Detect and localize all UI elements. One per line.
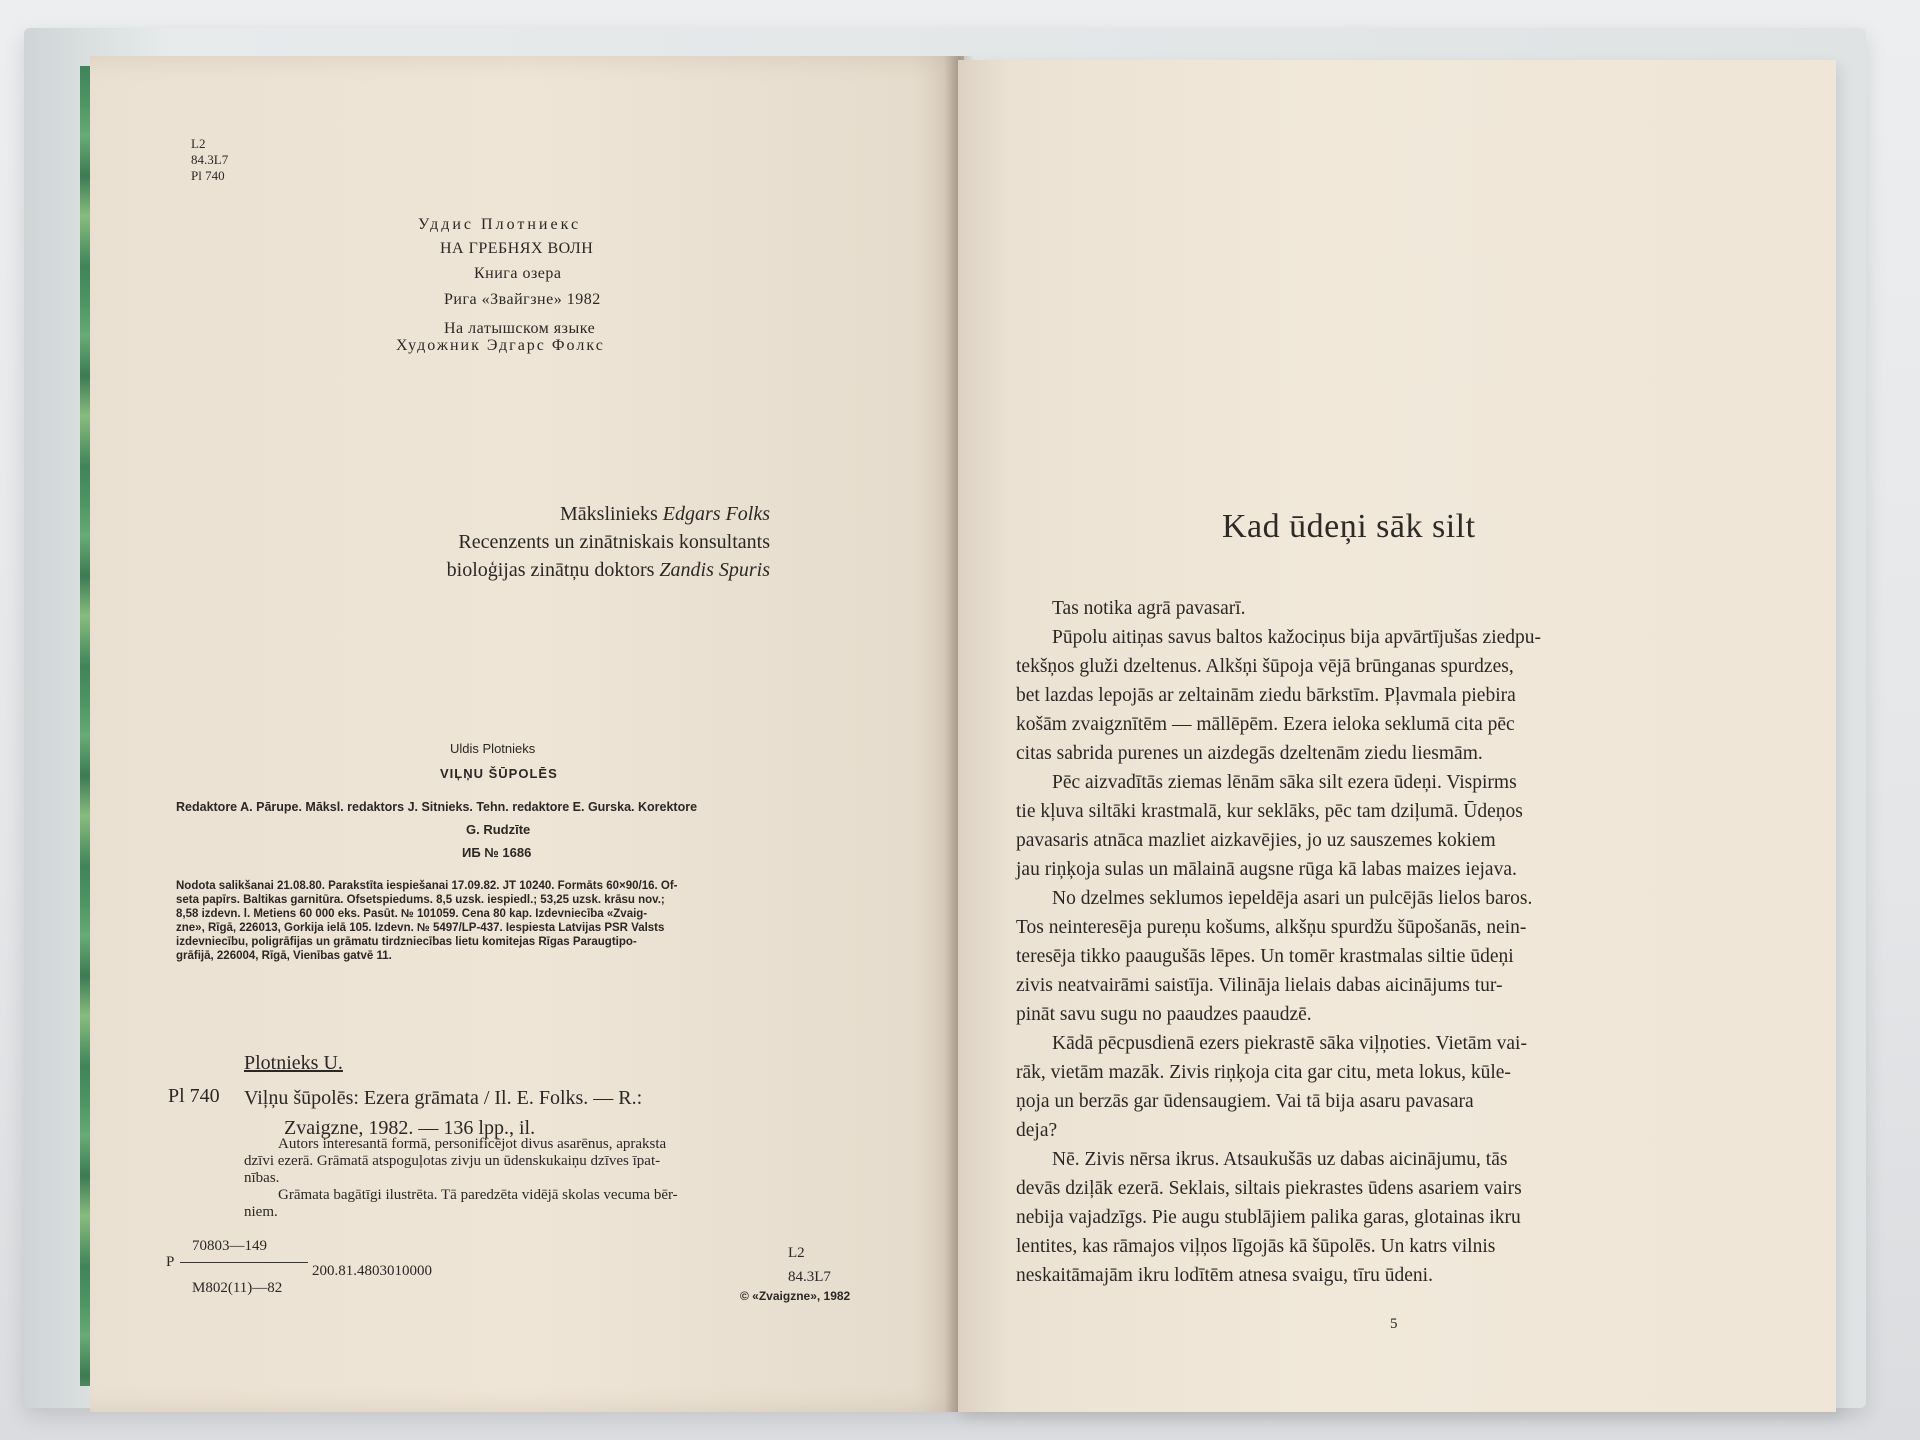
imprint-line: zne», Rīgā, 226013, Gorkija ielā 105. Izdevn. № 5497/LP-437. Iespiesta Latvijas PSR Valsts: [176, 922, 665, 934]
body-line: tie kļuva siltāki krastmalā, kur seklāks, pēc tam dziļumā. Ūdeņos: [1016, 801, 1523, 822]
body-line: Tos neinteresēja pureņu košums, alkšņu spurdžu šūpošanās, nein-: [1016, 917, 1527, 938]
catalog-p-letter: P: [166, 1254, 175, 1270]
credits-line-2: Recenzents un zinātniskais konsultants: [458, 531, 770, 553]
colophon-title: VIĻŅU ŠŪPOLĒS: [440, 766, 558, 781]
catalog-number-top: 70803—149: [192, 1238, 267, 1254]
chapter-body-text: [1016, 594, 1758, 1290]
body-line: rāk, vietām mazāk. Zivis riņķoja cita gar citu, meta lokus, kūle-: [1016, 1062, 1511, 1083]
catalog-line-1: Viļņu šūpolēs: Ezera grāmata / Il. E. Folks. — R.:: [244, 1087, 643, 1109]
catalog-copyright: © «Zvaigzne», 1982: [740, 1289, 851, 1303]
colophon-editors: Redaktore A. Pārupe. Māksl. redaktors J. Sitnieks. Tehn. redaktore E. Gurska. Korektore: [176, 800, 698, 814]
imprint-line: izdevniecību, poligrāfijas un grāmatu tirdzniecības lietu komitejas Rīgas Paraugtipo-: [176, 936, 637, 948]
credits-line-3: [447, 556, 770, 584]
catalog-number-right: 200.81.4803010000: [312, 1263, 432, 1279]
body-line: Kādā pēcpusdienā ezers piekrastē sāka viļņoties. Vietām vai-: [1052, 1033, 1527, 1054]
body-line: pavasaris atnāca mazliet aizkavējies, jo uz sauszemes kokiem: [1016, 830, 1496, 851]
call-number-1: L2: [191, 136, 206, 151]
credits-block: [447, 500, 770, 584]
credits-reviewer-name: Zandis Spuris: [659, 559, 770, 581]
body-line: teresēja tikko paaugušās lēpes. Un tomēr krastmalas siltie ūdeņi: [1016, 946, 1514, 967]
russian-subtitle: Книга озера: [474, 265, 562, 282]
annotation-line: niem.: [244, 1204, 278, 1220]
credits-artist-label: Mākslinieks: [560, 503, 658, 525]
catalog-fraction-line: [180, 1262, 308, 1263]
colophon-author: Uldis Plotnieks: [450, 741, 536, 756]
catalog-annotation: [244, 1136, 678, 1221]
colophon-ib-number: ИБ № 1686: [462, 845, 532, 860]
imprint-line: 8,58 izdevn. l. Metiens 60 000 eks. Pasūt. № 101059. Cena 80 kap. Izdevniecība «Zvaig-: [176, 908, 648, 920]
body-line: ņoja un berzās gar ūdensaugiem. Vai tā bija asaru pavasara: [1016, 1091, 1474, 1112]
catalog-number-bottom: M802(11)—82: [192, 1280, 283, 1296]
body-line: deja?: [1016, 1120, 1058, 1141]
body-line: No dzelmes seklumos iepeldēja asari un pulcējās lielos baros.: [1052, 888, 1533, 909]
russian-publisher: Рига «Звайгзне» 1982: [444, 291, 601, 308]
body-line: neskaitāmajām ikru lodītēm atnesa svaigu, tīru ūdeni.: [1016, 1265, 1433, 1286]
imprint-line: seta papīrs. Baltikas garnitūra. Ofsetspiedums. 8,5 uzsk. iespiedl.; 53,25 uzsk. krāsu nov.;: [176, 894, 665, 906]
annotation-line: nības.: [244, 1170, 280, 1186]
catalog-corner-code-2: 84.3L7: [788, 1269, 831, 1285]
imprint-block: [176, 879, 678, 963]
catalog-line-2: Zvaigzne, 1982. — 136 lpp., il.: [284, 1117, 536, 1139]
body-line: Nē. Zivis nērsa ikrus. Atsaukušās uz dabas aicinājumu, tās: [1052, 1149, 1508, 1170]
catalog-code: Pl 740: [168, 1085, 220, 1107]
russian-artist: Художник Эдгарс Фолкс: [396, 337, 605, 354]
credits-reviewer-label: bioloģijas zinātņu doktors: [446, 559, 655, 581]
colophon-corrector: G. Rudzīte: [466, 822, 531, 837]
annotation-line: Grāmata bagātīgi ilustrēta. Tā paredzēta vidējā skolas vecuma bēr-: [278, 1187, 678, 1203]
chapter-title: Kad ūdeņi sāk silt: [1222, 508, 1476, 545]
catalog-corner-code-1: L2: [788, 1245, 805, 1261]
body-line: nebija vajadzīgs. Pie augu stublājiem palika garas, glotainas ikru: [1016, 1207, 1521, 1228]
body-line: devās dziļāk ezerā. Seklais, siltais piekrastes ūdens asariem vairs: [1016, 1178, 1522, 1199]
catalog-heading: Plotnieks U.: [244, 1052, 343, 1074]
body-line: bet lazdas lepojās ar zeltainām ziedu bārkstīm. Pļavmala piebira: [1016, 685, 1516, 706]
body-line: pināt savu sugu no paaudzes paaudzē.: [1016, 1004, 1312, 1025]
russian-language-note: На латышском языке: [444, 320, 596, 337]
call-number-3: Pl 740: [191, 168, 225, 183]
body-line: Pēc aizvadītās ziemas lēnām sāka silt ezera ūdeņi. Vispirms: [1052, 772, 1517, 793]
body-line: lentites, kas rāmajos viļņos līgojās kā šūpolēs. Un katrs vilnis: [1016, 1236, 1496, 1257]
imprint-line: grāfijā, 226004, Rīgā, Vienības gatvē 11.: [176, 950, 392, 962]
body-line: tekšņos gluži dzeltenus. Alkšņi šūpoja vējā brūnganas spurdzes,: [1016, 656, 1514, 677]
body-line: citas sabrida purenes un aizdegās dzeltenām ziedu liesmām.: [1016, 743, 1483, 764]
body-line: Tas notika agrā pavasarī.: [1052, 598, 1246, 619]
annotation-line: dzīvi ezerā. Grāmatā atspoguļotas zivju un ūdenskukaiņu dzīves īpat-: [244, 1153, 661, 1169]
body-line: jau riņķoja sulas un mālainā augsne rūga kā labas maizes iejava.: [1016, 859, 1517, 880]
credits-artist-name: Edgars Folks: [662, 503, 770, 525]
page-number: 5: [1390, 1316, 1398, 1332]
annotation-line: Autors interesantā formā, personificējot divus asarēnus, apraksta: [278, 1136, 667, 1152]
body-line: Pūpolu aitiņas savus baltos kažociņus bija apvārtījušas ziedpu-: [1052, 627, 1542, 648]
imprint-line: Nodota salikšanai 21.08.80. Parakstīta iespiešanai 17.09.82. JT 10240. Formāts 60×90/16. Of-: [176, 880, 678, 892]
body-line: košām zvaigznītēm — māllēpēm. Ezera ieloka seklumā cita pēc: [1016, 714, 1515, 735]
call-number-2: 84.3L7: [191, 152, 229, 167]
body-line: zivis neatvairāmi saistīja. Vilināja lielais dabas aicinājums tur-: [1016, 975, 1503, 996]
russian-title: НА ГРЕБНЯХ ВОЛН: [440, 240, 594, 257]
russian-author: Уддис Плотниекс: [418, 216, 582, 233]
credits-line-1: [447, 500, 770, 528]
